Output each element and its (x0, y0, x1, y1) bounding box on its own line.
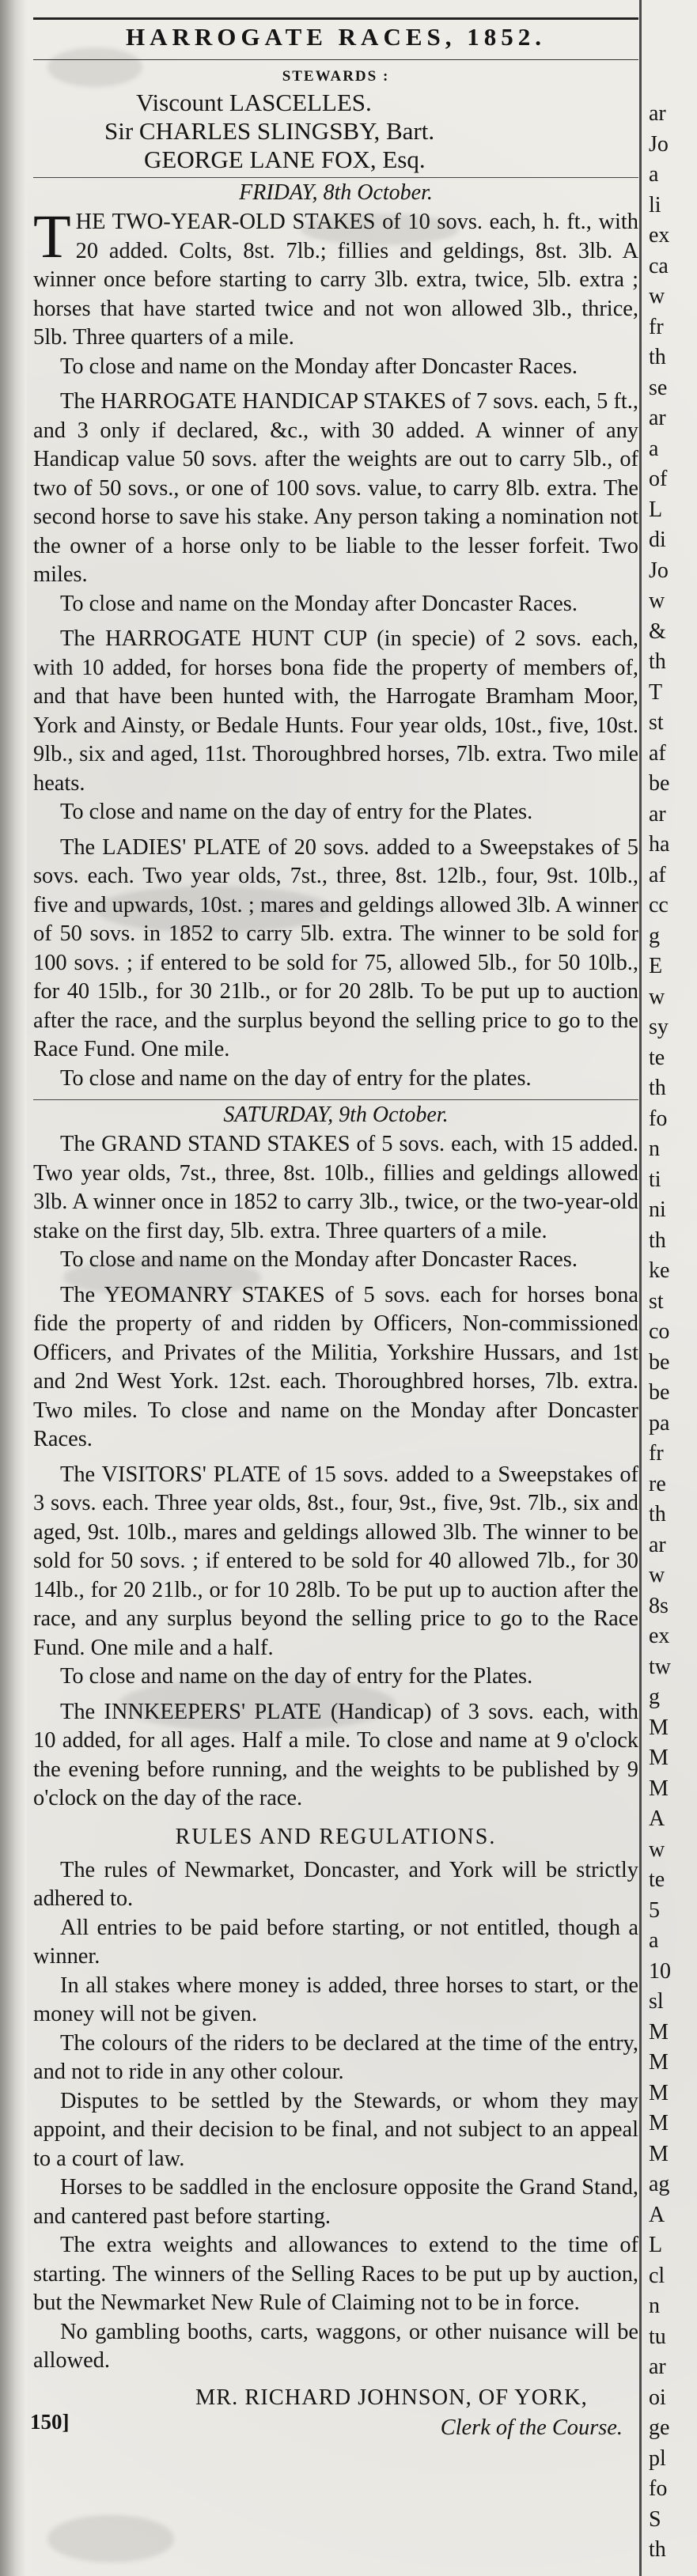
column-fragment-text: M (649, 1715, 669, 1740)
main-column (30, 17, 638, 2560)
column-fragment-text: li (649, 192, 661, 218)
race-entry: The YEOMANRY STAKES of 5 sovs. each for horses bona fide the property of and ridden by Officers, Non-commissioned Officers, and Privates of the Militia, Yorkshire Hussars, and 1st and 2nd West York. 12st. each. Thoroughbred horses, 7lb. extra. Two miles. To close and name on the Monday after Doncaster Races. (33, 1282, 638, 1451)
column-fragment-text: ar (649, 1532, 666, 1557)
column-fragment-text: th (649, 1502, 666, 1526)
race-close-note: To close and name on the day of entry for the Plates. (60, 800, 533, 824)
steward-name: Viscount LASCELLES. (136, 89, 372, 116)
column-fragment-text: 10 (649, 1958, 671, 1984)
race-close-note: To close and name on the Monday after Doncaster Races. (60, 354, 578, 379)
column-fragment-text: th (649, 2537, 666, 2562)
column-rule (639, 0, 642, 2576)
column-fragment-text: ni (649, 1197, 666, 1222)
column-fragment-text: A (649, 2202, 665, 2227)
clerk-name: MR. RICHARD JOHNSON, OF YORK, (195, 2385, 588, 2410)
column-fragment-text: M (649, 2019, 669, 2045)
column-fragment-text: ge (649, 2415, 670, 2440)
column-fragment-text: sl (649, 1989, 664, 2014)
column-fragment-text: 5 (649, 1897, 660, 1923)
column-fragment-text: & (649, 618, 666, 644)
column-fragment-text: pa (649, 1410, 670, 1436)
column-fragment-text: 8s (649, 1593, 669, 1618)
spacer (33, 1454, 638, 1461)
column-fragment-text: di (649, 528, 666, 552)
race-close-note: To close and name on the Monday after Doncaster Races. (60, 591, 578, 616)
column-fragment-text: ar (649, 2355, 666, 2379)
column-fragment-text: ar (649, 801, 666, 827)
column-fragment-text: L (649, 497, 663, 522)
column-fragment-text: M (649, 2111, 669, 2135)
column-fragment-text: af (649, 862, 666, 887)
clerk-title: Clerk of the Course. (440, 2415, 623, 2440)
column-fragment-text: ha (649, 832, 670, 857)
column-fragment-text: th (649, 649, 666, 674)
column-fragment-text: fo (649, 1106, 668, 1131)
masthead-title: HARROGATE RACES, 1852. (125, 23, 547, 51)
column-fragment-text: w (649, 588, 665, 613)
column-fragment-text: w (649, 1563, 665, 1587)
column-fragment-text: pl (649, 2445, 666, 2471)
race-entry: The HARROGATE HANDICAP STAKES of 7 sovs. each, 5 ft., and 3 only if declared, &c., with 30 added. A winner of any Handicap value 50 sovs. after the weights are out to carry 5lb., of two of 50 sovs., or one of 100 sovs. value, to carry 8lb. extra. The second horse to save his stake. Any person taking a nomination not the owner of a horse only to be liable to the lesser forfeit. Two miles. (33, 389, 638, 587)
race-entry: The GRAND STAND STAKES of 5 sovs. each, with 15 added. Two year olds, 7st., three, 8st. 10lb., fillies and geldings allowed 3lb. A winner once in 1852 to carry 3lb., twice, or the two-year-old stake on the first day, 5lb. extra. Three quarters of a mile. (33, 1132, 638, 1243)
rule-item: Disputes to be settled by the Stewards, or whom they may appoint, and their decision to be final, and not subject to an appeal to a court of law. (33, 2088, 638, 2171)
column-fragment-text: tu (649, 2324, 666, 2349)
stewards-label: STEWARDS : (282, 68, 390, 85)
column-fragment-text: a (649, 436, 659, 461)
column-fragment-text: be (649, 771, 670, 796)
race-close-note: To close and name on the Monday after Doncaster Races. (60, 1247, 578, 1272)
column-fragment-text: oi (649, 2385, 666, 2410)
column-fragment-text: S (649, 2506, 661, 2532)
column-fragment-text: L (649, 2233, 663, 2257)
day-heading-saturday: SATURDAY, 9th October. (33, 1099, 638, 1129)
column-fragment-text: M (649, 2080, 669, 2105)
drop-cap: T (33, 202, 71, 270)
column-fragment-text: ar (649, 406, 666, 430)
column-fragment-text: a (649, 1928, 659, 1953)
column-fragment-text: E (649, 954, 663, 978)
column-fragment-text: ag (649, 2172, 670, 2196)
rule-item: The rules of Newmarket, Doncaster, and York will be strictly adhered to. (33, 1857, 638, 1911)
column-fragment-text: M (649, 2141, 669, 2166)
column-fragment-text: be (649, 1349, 670, 1375)
page-gutter-shadow (0, 0, 27, 2576)
day-heading-friday: FRIDAY, 8th October. (33, 177, 638, 206)
column-fragment-text: sy (649, 1015, 669, 1039)
column-fragment-text: ex (649, 1624, 670, 1648)
rules-heading: RULES AND REGULATIONS. (175, 1824, 497, 1849)
masthead-rule (33, 59, 638, 60)
column-fragment-text: ke (649, 1258, 670, 1283)
race-entry: The LADIES' PLATE of 20 sovs. added to a Sweepstakes of 5 sovs. each. Two year olds, 7st., three, 8st. 12lb., four, 9st. 10lb., five and upwards, 10st. ; mares and geldings allowed 3lb. A winner of 50 sovs. in 1852 to carry 5lb. extra. The winner to be sold for 100 sovs. ; if entered to be sold for 75, allowed 5lb., for 50 10lb., for 40 15lb., for 30 21lb., or for 20 28lb. To be put up to auction after the race, and the surplus beyond the selling price to go to the Race Fund. One mile. (33, 834, 638, 1061)
top-rule (33, 17, 638, 20)
race-entry (33, 202, 638, 353)
race-close-note: To close and name on the day of entry for the Plates. (60, 1664, 533, 1689)
column-fragment-text: th (649, 345, 666, 369)
column-fragment-text: ti (649, 1167, 661, 1192)
column-fragment-text: w (649, 984, 665, 1009)
column-fragment-text: w (649, 284, 665, 308)
column-fragment-text: te (649, 1045, 665, 1070)
signature-block (30, 2384, 638, 2444)
race-entry-text: HE TWO-YEAR-OLD STAKES of 10 sovs. each, h. ft., with 20 added. Colts, 8st. 7lb.; fillies and geldings, 8st. 3lb. A winner once before starting to carry 3lb. extra, twice, 5lb. extra ; horses that have started twice and not won allowed 3lb., thrice, 5lb. Three quarters of a mile. (33, 210, 638, 350)
column-fragment-text: g (649, 1685, 660, 1709)
adjacent-column-fragment (647, 0, 697, 2576)
column-fragment-text: ca (649, 253, 669, 278)
column-fragment-text: te (649, 1867, 665, 1892)
column-fragment-text: cl (649, 2263, 665, 2288)
steward-name: GEORGE LANE FOX, Esq. (144, 146, 426, 173)
column-fragment-text: Jo (649, 558, 669, 583)
column-fragment-text: g (649, 923, 660, 948)
column-fragment-text: co (649, 1319, 670, 1344)
column-fragment-text: fr (649, 314, 664, 339)
column-fragment-text: fo (649, 2476, 668, 2501)
column-fragment-text: th (649, 1076, 666, 1100)
column-fragment-text: M (649, 2050, 669, 2075)
column-fragment-text: Jo (649, 131, 669, 157)
race-entry: The VISITORS' PLATE of 15 sovs. added to a Sweepstakes of 3 sovs. each. Three year olds, 8st., four, 9st., five, 9st. 7lb., six and aged, 9st. 10lb., mares and geldings allowed 3lb. The winner to be sold for 50 sovs. ; if entered to be sold for 40 allowed 7lb., for 30 14lb., for 20 21lb., or for 10 28lb. To be put up to auction after the race, and any surplus beyond the selling price to go to the Race Fund. One mile and a half. (33, 1462, 638, 1660)
rule-item: All entries to be paid before starting, or not entitled, though a winner. (33, 1915, 638, 1969)
rule-item: No gambling booths, carts, waggons, or other nuisance will be allowed. (33, 2319, 638, 2373)
column-fragment-text: tw (649, 1654, 671, 1679)
column-fragment-text: af (649, 740, 666, 766)
column-fragment-text: n (649, 2294, 660, 2318)
column-fragment-text: M (649, 1776, 669, 1801)
rule-item: Horses to be saddled in the enclosure opposite the Grand Stand, and cantered past before starting. (33, 2175, 638, 2229)
column-fragment-text: fr (649, 1441, 664, 1466)
column-fragment-text: re (649, 1471, 666, 1496)
race-entry: The HARROGATE HUNT CUP (in specie) of 2 sovs. each, with 10 added, for horses bona fide the property of members of, and that have been hunted with, the Harrogate Bramham Moor, York and Ainsty, or Bedale Hunts. Four year olds, 10st., five, 10st. 9lb., six and aged, 11st. Thoroughbred horses, 7lb. extra. Two mile heats. (33, 626, 638, 796)
column-fragment-text: th (649, 1227, 666, 1253)
rule-item: In all stakes where money is added, three horses to start, or the money will not be given. (33, 1973, 638, 2026)
column-fragment-text: n (649, 1137, 660, 1161)
race-entry: The INNKEEPERS' PLATE (Handicap) of 3 sovs. each, with 10 added, for all ages. Half a mile. To close and name at 9 o'clock the evening before running, and the weights to be published by 9 o'clock on the day of the race. (33, 1699, 638, 1810)
column-fragment-text: cc (649, 893, 669, 917)
rule-item: The colours of the riders to be declared at the time of the entry, and not to ride in any other colour. (33, 2030, 638, 2084)
column-fragment-text: M (649, 1746, 669, 1770)
column-fragment-text: se (649, 375, 668, 400)
column-fragment-text: ar (649, 101, 666, 126)
race-close-note: To close and name on the day of entry for the plates. (60, 1065, 532, 1091)
column-fragment-text: of (649, 467, 668, 491)
column-fragment-text: ex (649, 223, 670, 248)
column-fragment-text: a (649, 162, 659, 187)
column-fragment-text: T (649, 679, 663, 705)
column-fragment-text: w (649, 1836, 665, 1862)
column-fragment-text: st (649, 710, 664, 735)
steward-name: Sir CHARLES SLINGSBY, Bart. (104, 117, 435, 145)
rule-item: The extra weights and allowances to extend to the time of starting. The winners of the Selling Races to be put up by auction, but the Newmarket New Rule of Claiming not to be in force. (33, 2233, 638, 2315)
column-fragment-text: A (649, 1806, 665, 1831)
column-fragment-text: be (649, 1380, 670, 1405)
page-number: 150] (30, 2409, 70, 2434)
column-fragment-text: st (649, 1288, 664, 1314)
